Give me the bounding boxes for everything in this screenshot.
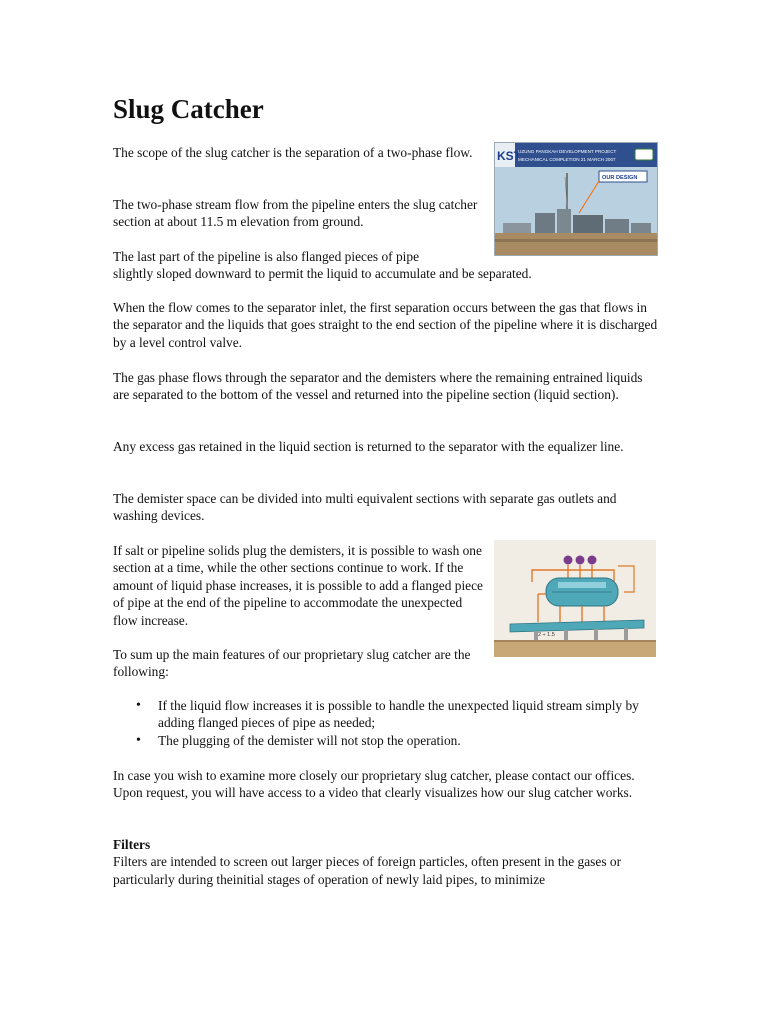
- photo-badge-icon: [635, 149, 653, 160]
- paragraph-separator-inlet: When the flow comes to the separator inlet, the first separation occurs between the gas that flows in the separator and the liquids that goes straight to the end section of the pipeline where it is discharged by a level control valve.: [113, 300, 658, 350]
- paragraph-stream-flow: The two-phase stream flow from the pipeline enters the slug catcher section at about 11.5 m elevation from ground.: [113, 197, 478, 230]
- page-title: Slug Catcher: [113, 94, 264, 124]
- photo-banner-line2: MECHANICAL COMPLETION 21 MARCH 2007: [518, 157, 616, 162]
- plant-photo: [494, 142, 658, 256]
- filters-text: Filters are intended to screen out larger pieces of foreign particles, often present in the gases or particularly during theinitial stages of operation of newly laid pipes, to minimize: [113, 854, 622, 887]
- list-item: • The plugging of the demister will not stop the operation.: [158, 732, 658, 749]
- photo-callout: OUR DESIGN: [602, 175, 638, 181]
- paragraph-gas-phase: The gas phase flows through the separator and the demisters where the remaining entrained liquids are separated to the bottom of the vessel and returned into the pipeline section (liquid section).: [113, 370, 643, 403]
- filters-section: [113, 836, 658, 888]
- filters-heading: Filters: [113, 837, 151, 852]
- photo-banner-line1: UZUNG PANGKAH DEVELOPMENT PROJECT: [518, 149, 617, 154]
- paragraph-excess-gas: Any excess gas retained in the liquid section is returned to the separator with the equalizer line.: [113, 439, 624, 454]
- paragraph-pipeline-line1: The last part of the pipeline is also flanged pieces of pipe: [113, 249, 420, 264]
- paragraph-pipeline-line2: slightly sloped downward to permit the liquid to accumulate and be separated.: [113, 266, 532, 282]
- dimension-label: 2 ÷ 1.5: [538, 632, 555, 638]
- slug-catcher-diagram-graphic: [494, 540, 656, 657]
- instrument-icon: [564, 556, 573, 565]
- paragraph-scope: The scope of the slug catcher is the separation of a two-phase flow.: [113, 145, 473, 160]
- features-list: [113, 697, 658, 749]
- photo-logo: KST: [497, 149, 521, 163]
- paragraph-sum-up: To sum up the main features of our proprietary slug catcher are the following:: [113, 647, 471, 680]
- list-item: • If the liquid flow increases it is possible to handle the unexpected liquid stream simply by adding flanged pieces of pipe as needed;: [158, 697, 658, 732]
- instrument-icon: [576, 556, 585, 565]
- slug-catcher-diagram: [494, 540, 656, 657]
- paragraph-contact: In case you wish to examine more closely our proprietary slug catcher, please contact our offices. Upon request, you will have access to a video that clearly visualizes how our slug catcher works.: [113, 768, 635, 801]
- paragraph-demister-space: The demister space can be divided into multi equivalent sections with separate gas outlets and washing devices.: [113, 491, 617, 524]
- instrument-icon: [588, 556, 597, 565]
- plant-photo-graphic: [495, 143, 657, 255]
- paragraph-salt-solids: If salt or pipeline solids plug the demisters, it is possible to wash one section at a time, while the other sections continue to work. If the amount of liquid phase increases, it is possible to add a flanged piece of pipe at the end of the pipeline to accommodate the unexpected flow increase.: [113, 543, 484, 628]
